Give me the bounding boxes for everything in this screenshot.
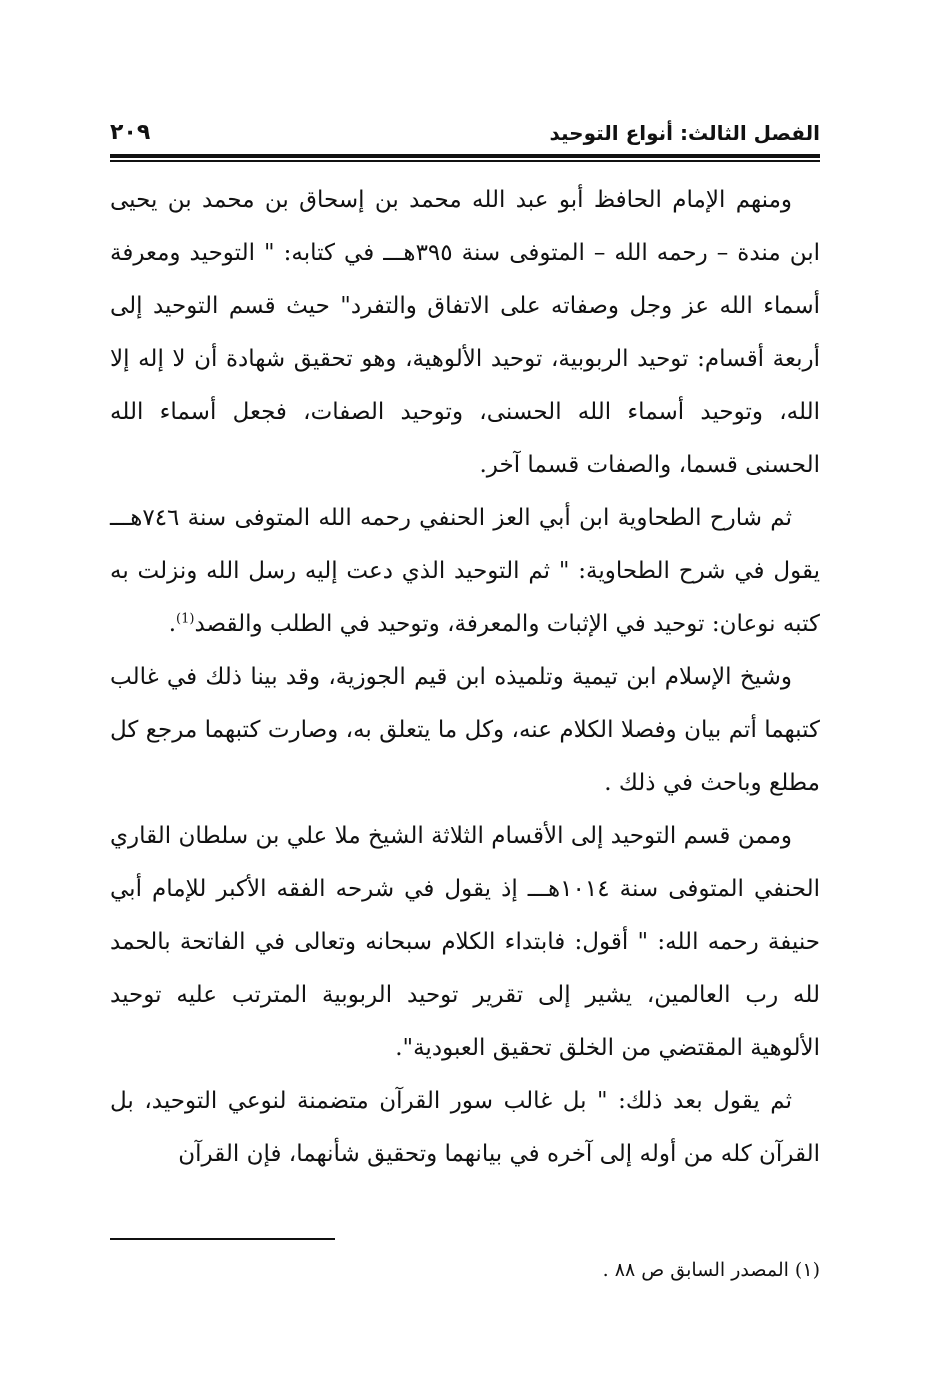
paragraph-text: ثم يقول بعد ذلك: " بل غالب سور القرآن متضمنة لنوعي التوحيد، بل القرآن كله من أوله إلى آخره في بيانهما وتحقيق شأنهما، فإن القرآن bbox=[110, 1087, 820, 1167]
footnote-separator bbox=[110, 1238, 335, 1240]
paragraph bbox=[110, 492, 820, 651]
header-rule-thin bbox=[110, 160, 820, 162]
paragraph-text: وممن قسم التوحيد إلى الأقسام الثلاثة الشيخ ملا علي بن سلطان القاري الحنفي المتوفى سنة ١٠١٤هـــ إذ يقول في شرحه الفقه الأكبر للإمام أبي حنيفة رحمه الله: " أقول: فابتداء الكلام سبحانه وتعالى في الفاتحة بالحمد لله رب العالمين، يشير إلى تقرير توحيد الربوبية المترتب عليه توحيد الألوهية المقتضي من الخلق تحقيق العبودية". bbox=[110, 822, 820, 1061]
book-page bbox=[110, 110, 820, 1281]
paragraph-text-end: . bbox=[168, 610, 176, 637]
paragraph bbox=[110, 1075, 820, 1181]
paragraph bbox=[110, 174, 820, 492]
paragraph-text: ثم شارح الطحاوية ابن أبي العز الحنفي رحمه الله المتوفى سنة ٧٤٦هـــ يقول في شرح الطحاوية: " ثم التوحيد الذي دعت إليه رسل الله ونزلت به كتبه نوعان: توحيد في الإثبات والمعرفة، وتوحيد في الطلب والقصد bbox=[110, 504, 820, 637]
footnote-reference[interactable]: (1) bbox=[176, 610, 195, 626]
paragraph-text: ومنهم الإمام الحافظ أبو عبد الله محمد بن إسحاق بن محمد بن يحيى ابن مندة – رحمه الله – المتوفى سنة ٣٩٥هـــ في كتابه: " التوحيد ومعرفة أسماء الله عز وجل وصفاته على الاتفاق والتفرد" حيث قسم التوحيد إلى أربعة أقسام: توحيد الربوبية، توحيد الألوهية، وهو تحقيق شهادة أن لا إله إلا الله، وتوحيد أسماء الله الحسنى، وتوحيد الصفات، فجعل أسماء الله الحسنى قسما، والصفات قسما آخر. bbox=[110, 186, 820, 478]
paragraph bbox=[110, 651, 820, 810]
paragraph-text: وشيخ الإسلام ابن تيمية وتلميذه ابن قيم الجوزية، وقد بينا ذلك في غالب كتبهما أتم بيان وفصلا الكلام عنه، وكل ما يتعلق به، وصارت كتبهما مرجع كل مطلع وباحث في ذلك . bbox=[110, 663, 820, 796]
running-header bbox=[110, 110, 820, 148]
footnote: (١) المصدر السابق ص ٨٨ . bbox=[602, 1259, 820, 1281]
header-rule-thick bbox=[110, 154, 820, 158]
body-text bbox=[110, 174, 820, 1181]
paragraph bbox=[110, 810, 820, 1075]
chapter-title: الفصل الثالث: أنواع التوحيد bbox=[549, 121, 820, 145]
page-number: ٢٠٩ bbox=[110, 120, 151, 145]
